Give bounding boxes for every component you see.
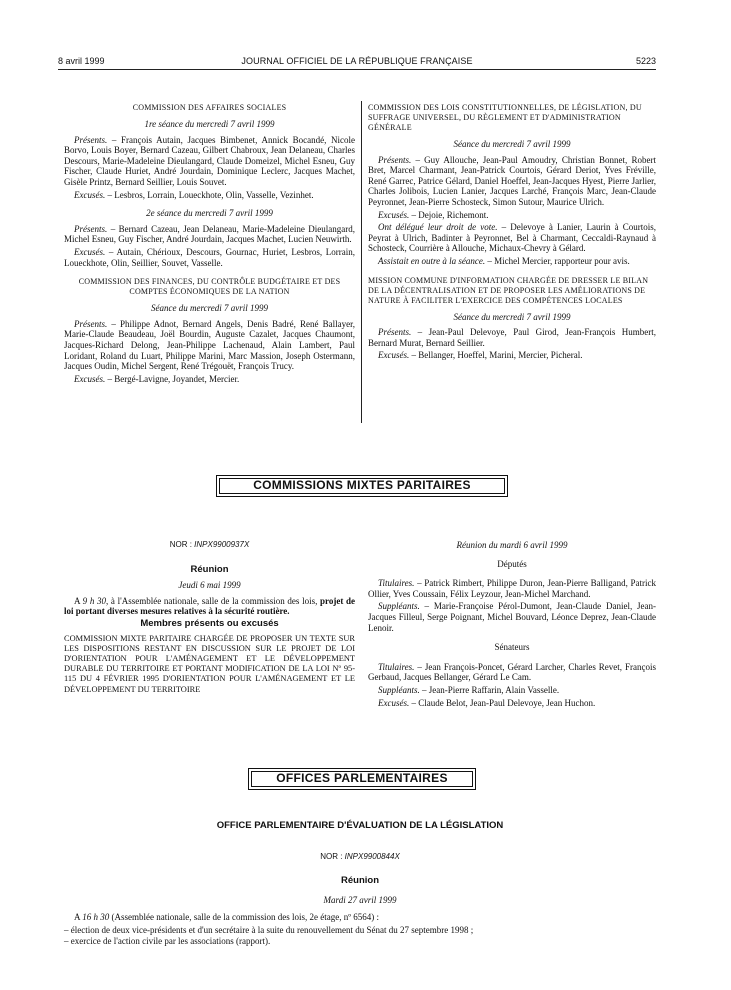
reunion-date: Jeudi 6 mai 1999 [178,580,241,591]
column-divider [361,101,362,423]
titulaires-paragraph: Titulaires. – Jean François-Poncet, Gérard Larcher, Charles Revet, François Gerbaud, Jacques Bellanger, Gérard Le Cam. [368,661,656,683]
reunion-date: Réunion du mardi 6 avril 1999 [456,540,568,550]
seance-title: Séance du mercredi 7 avril 1999 [150,303,269,314]
nor-reference: NOR : INPX9900844X [320,851,400,861]
office-intro: A 16 h 30 (Assemblée nationale, salle de la commission des lois, 2e étage, nº 6564) : [74,912,379,923]
office-section [64,821,656,946]
commission-title: MISSION COMMUNE D'INFORMATION CHARGÉE DE DRESSER LE BILAN DE LA DÉCENTRALISATION ET DE PROPOSER LES AMÉLIORATIONS DE NATURE À FACILITER L'EXERCICE DES COMPÉTENCES LOCALES [368,275,649,305]
excuses-paragraph: Excusés. – Autain, Chérioux, Descours, Gournac, Huriet, Lesbros, Lorrain, Loueckhote, Olin, Seillier, Souvet, Vasselle. [64,246,355,268]
deputes-heading: Députés [497,558,527,569]
reunion-heading: Réunion [190,563,229,575]
reunion-date: Mardi 27 avril 1999 [323,894,397,905]
commission-title: COMMISSION DES LOIS CONSTITUTIONNELLES, DE LÉGISLATION, DU SUFFRAGE UNIVERSEL, DU RÈGLEMENT ET D'ADMINISTRATION GÉNÉRALE [368,103,642,132]
excuses-paragraph: Excusés. – Bellanger, Hoeffel, Marini, Mercier, Picheral. [378,350,583,361]
membres-heading: Membres présents ou excusés [140,617,279,629]
commission-affaires-sociales [64,103,355,268]
seance-title: 2e séance du mercredi 7 avril 1999 [146,208,273,219]
cmp-right-column [368,540,656,710]
commission-title: COMMISSION DES AFFAIRES SOCIALES [132,103,287,112]
section-heading-cmp: COMMISSIONS MIXTES PARITAIRES [216,475,508,497]
journal-title: JOURNAL OFFICIEL DE LA RÉPUBLIQUE FRANÇAISE [241,56,473,66]
office-title: OFFICE PARLEMENTAIRE D'ÉVALUATION DE LA LÉGISLATION [216,820,504,831]
delegue-paragraph: Ont délégué leur droit de vote. – Delevoye à Lanier, Laurin à Courtois, Peyrat à Ulrich, Badinter à Peyronnet, Bel à Charmant, Ceccaldi-Raynaud à Schosteck, Courrière à Allouche, Michaux-Chevry à Gélard. [368,222,657,254]
seance-title: Séance du mercredi 7 avril 1999 [453,139,571,149]
cmp-commission-title: COMMISSION MIXTE PARITAIRE CHARGÉE DE PROPOSER UN TEXTE SUR LES DISPOSITIONS RESTANT EN DISCUSSION SUR LE PROJET DE LOI D'ORIENTATION POUR L'AMÉNAGEMENT ET LE DÉVELOPPEMENT DURABLE DU TERRITOIRE ET PORTANT MODIFICATION DE LA LOI Nº 95-115 DU 4 FÉVRIER 1995 D'ORIENTATION POUR L'AMÉNAGEMENT ET LE DÉVELOPPEMENT DU TERRITOIRE [64,633,355,694]
agenda-item: – exercice de l'action civile par les associations (rapport). [64,935,271,946]
left-column-top [64,103,355,393]
senateurs-heading: Sénateurs [494,642,530,653]
excuses-paragraph: Excusés. – Bergé-Lavigne, Joyandet, Mercier. [74,373,240,384]
right-column-top [368,103,656,370]
mission-decentralisation [368,276,656,361]
excuses-paragraph: Excusés. – Dejoie, Richemont. [378,209,489,220]
commission-lois [368,103,656,267]
seance-title: Séance du mercredi 7 avril 1999 [453,311,571,322]
presents-paragraph: Présents. – Jean-Paul Delevoye, Paul Girod, Jean-François Humbert, Bernard Murat, Bernard Seillier. [368,327,656,348]
commission-title: COMMISSION DES FINANCES, DU CONTRÔLE BUDGÉTAIRE ET DES COMPTES ÉCONOMIQUES DE LA NATION [78,277,341,297]
titulaires-paragraph: Titulaires. – Patrick Rimbert, Philippe Duron, Jean-Pierre Balligand, Patrick Ollier, Yves Coussain, Félix Leyzour, Jean-Michel Marchand. [368,578,656,599]
assistait-paragraph: Assistait en outre à la séance. – Michel Mercier, rapporteur pour avis. [378,255,630,266]
section-heading-offices: OFFICES PARLEMENTAIRES [248,768,476,790]
cmp-left-column [64,540,355,697]
presents-paragraph: Présents. – Bernard Cazeau, Jean Delaneau, Marie-Madeleine Dieulangard, Michel Esneu, Guy Fischer, André Jourdain, Jacques Machet, Lucien Neuwirth. [64,223,355,245]
header-date: 8 avril 1999 [58,56,105,66]
presents-paragraph: Présents. – Guy Allouche, Jean-Paul Amoudry, Christian Bonnet, Robert Bret, Marcel Charmant, Jean-Patrick Courtois, Gérard Deriot, Yves Fréville, René Garrec, Patrice Gélard, Daniel Hoeffel, Jean-Jacques Hyest, Pierre Jarlier, Charles Jolibois, Lucien Lanier, Jacques Larché, François Marc, Jean-Claude Peyronnet, Jean-Pierre Schosteck, Simon Sutour, Maurice Ulrich. [368,154,656,207]
running-header [58,56,656,70]
commission-finances [64,277,355,384]
header-rule [58,69,656,70]
suppleants-paragraph: Suppléants. – Marie-Françoise Pérol-Dumont, Jean-Claude Daniel, Jean-Jacques Filleul, Serge Poignant, Michel Bouvard, Léonce Deprez, Jean-Claude Lenoir. [368,601,656,633]
page-number: 5223 [635,56,656,66]
excuses-paragraph: Excusés. – Lesbros, Lorrain, Loueckhote, Olin, Vasselle, Vezinhet. [74,189,314,200]
reunion-heading: Réunion [341,875,379,887]
suppleants-paragraph: Suppléants. – Jean-Pierre Raffarin, Alain Vasselle. [378,684,560,695]
reunion-intro: A 9 h 30, à l'Assemblée nationale, salle de la commission des lois, projet de loi portant diverses mesures relatives à la sécurité routière. [64,595,356,617]
presents-paragraph: Présents. – Philippe Adnot, Bernard Angels, Denis Badré, René Ballayer, Marie-Claude Beaudeau, Joël Bourdin, Auguste Cazalet, Jacques Chaumont, Jacques-Richard Delong, Jean-Philippe Lachenaud, Alain Lambert, Paul Loridant, Roland du Luart, Philippe Marini, Marc Massion, Joseph Ostermann, Jacques Oudin, Michel Sergent, René Trégouët, François Trucy. [64,318,355,372]
excuses-paragraph: Excusés. – Claude Belot, Jean-Paul Delevoye, Jean Huchon. [378,697,596,708]
nor-reference: NOR : INPX9900937X [169,540,250,549]
presents-paragraph: Présents. – François Autain, Jacques Bimbenet, Annick Bocandé, Nicole Borvo, Louis Boyer, Bernard Cazeau, Gilbert Chabroux, Jean Delaneau, Charles Descours, Marie-Madeleine Dieulangard, Claude Domeizel, Michel Esneu, Guy Fischer, Claude Huriet, André Jourdain, Dominique Leclerc, Jacques Machet, Gisèle Printz, Bernard Seillier, Louis Souvet. [64,134,355,187]
seance-title: 1re séance du mercredi 7 avril 1999 [144,119,275,129]
agenda-item: – élection de deux vice-présidents et d'un secrétaire à la suite du renouvellement du Sénat du 27 septembre 1998 ; [64,924,474,935]
